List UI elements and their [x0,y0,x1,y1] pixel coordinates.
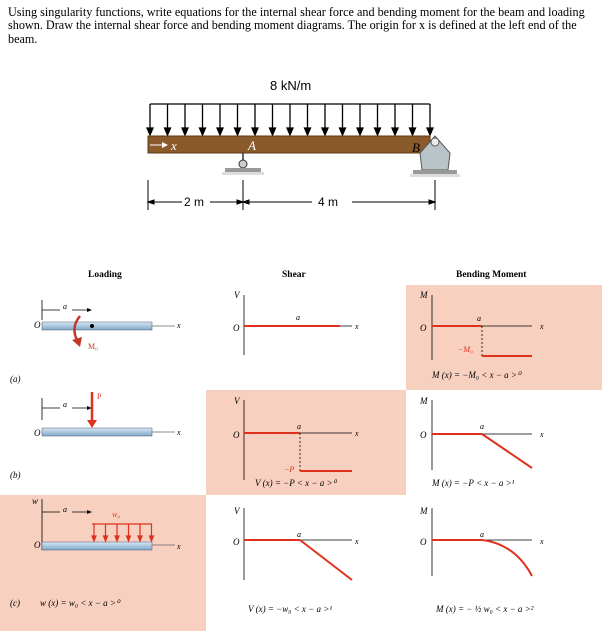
table-diagrams [0,280,608,631]
row-a-x-shear: x [355,322,359,331]
row-a-moment [432,295,532,360]
row-c-eq-moment: M (x) = − ½ w₀ < x − a >² [436,604,534,614]
support-a-label: A [248,138,256,153]
w0-arrowhead [138,536,142,541]
row-a-neg-m0: −M₀ [458,345,473,354]
load-arrowhead [200,128,206,135]
row-a-a-shear: a [296,313,300,322]
row-b-neg-p: −P [284,465,295,474]
row-b-loading [42,392,175,436]
load-arrowhead [410,128,416,135]
row-c-origin-v: O [233,537,240,547]
row-c-moment [432,508,532,576]
row-a-a-moment: a [477,314,481,323]
row-b-x-moment: x [540,430,544,439]
w0-arrowhead [92,536,96,541]
dim-right: 4 m [318,195,339,209]
row-a-m-axis: M [420,290,428,300]
support-b-label: B [412,140,420,155]
row-b-moment [432,400,532,470]
load-arrowhead [392,128,398,135]
x-label: x [171,138,177,153]
load-arrowhead [252,128,258,135]
row-a-shear [244,295,352,355]
problem-statement: Using singularity functions, write equations for the internal shear force and bending moment for the beam and loading shown. Draw the internal shear force and bending moment diagrams. The origin for x is defined at the left end of the beam. [8,5,585,46]
row-c-w-axis: w [32,496,39,506]
row-b-x-load: x [177,428,181,437]
row-b-a-load: a [63,400,67,409]
row-a-origin: O [34,320,41,330]
row-c-case: (c) [10,598,20,608]
row-a-m0-label: M₀ [88,342,98,351]
load-arrowhead [147,128,153,135]
row-b-origin-v: O [233,430,240,440]
w0-arrowhead [115,536,119,541]
beam [148,136,430,153]
row-a-x-moment: x [540,322,544,331]
w0-arrowhead [104,536,108,541]
dim-left: 2 m [184,195,205,209]
load-arrowhead [322,128,328,135]
row-b-eq-shear: V (x) = −P < x − a >⁰ [255,478,337,488]
row-b-a-moment: a [480,422,484,431]
row-c-v-axis: V [234,506,240,516]
load-arrowhead [217,128,223,135]
row-a-eq-moment: M (x) = −M₀ < x − a >⁰ [432,370,521,380]
row-c-m-axis: M [420,506,428,516]
load-arrowhead [287,128,293,135]
load-arrowhead [427,128,433,135]
row-b-x-shear: x [355,429,359,438]
row-c-a-load: a [63,505,67,514]
load-arrowhead [357,128,363,135]
row-b-m-axis: M [420,396,428,406]
header-shear: Shear [282,270,306,280]
row-b-eq-moment: M (x) = −P < x − a >¹ [432,478,515,488]
row-c-x-moment: x [540,537,544,546]
row-a-x-load: x [177,321,181,330]
row-a-origin-m: O [420,323,427,333]
row-b-p-label: P [97,392,102,401]
load-arrowhead [182,128,188,135]
row-a-v-axis: V [234,290,240,300]
row-b-shear [244,400,352,480]
row-c-eq-shear: V (x) = −w₀ < x − a >¹ [248,604,333,614]
row-b-origin: O [34,428,41,438]
row-a-case: (a) [10,374,21,384]
row-a-loading [42,300,175,347]
row-c-a-moment: a [480,530,484,539]
header-moment: Bending Moment [456,270,527,280]
row-c-w0: w₀ [112,510,121,519]
row-c-a-shear: a [297,530,301,539]
row-c-origin: O [34,540,41,550]
row-c-shear [244,508,352,580]
load-arrowhead [270,128,276,135]
row-c-origin-m: O [420,537,427,547]
row-b-a-shear: a [297,422,301,431]
row-c-x-load: x [177,542,181,551]
row-a-origin-v: O [233,323,240,333]
load-arrowhead [340,128,346,135]
row-c-x-shear: x [355,537,359,546]
row-a-a-load: a [63,302,67,311]
w0-arrowhead [150,536,154,541]
pin-support-a [222,153,264,175]
row-b-case: (b) [10,470,21,480]
load-arrowhead [305,128,311,135]
row-c-eq-load: w (x) = w₀ < x − a >⁰ [40,598,120,608]
distributed-load-arrows [147,104,433,135]
load-arrowhead [375,128,381,135]
load-label: 8 kN/m [270,78,312,93]
row-c-loading [42,499,175,550]
row-b-v-axis: V [234,396,240,406]
load-arrowhead [165,128,171,135]
w0-arrowhead [127,536,131,541]
row-b-origin-m: O [420,430,427,440]
header-loading: Loading [88,270,122,280]
load-arrowhead [235,128,241,135]
